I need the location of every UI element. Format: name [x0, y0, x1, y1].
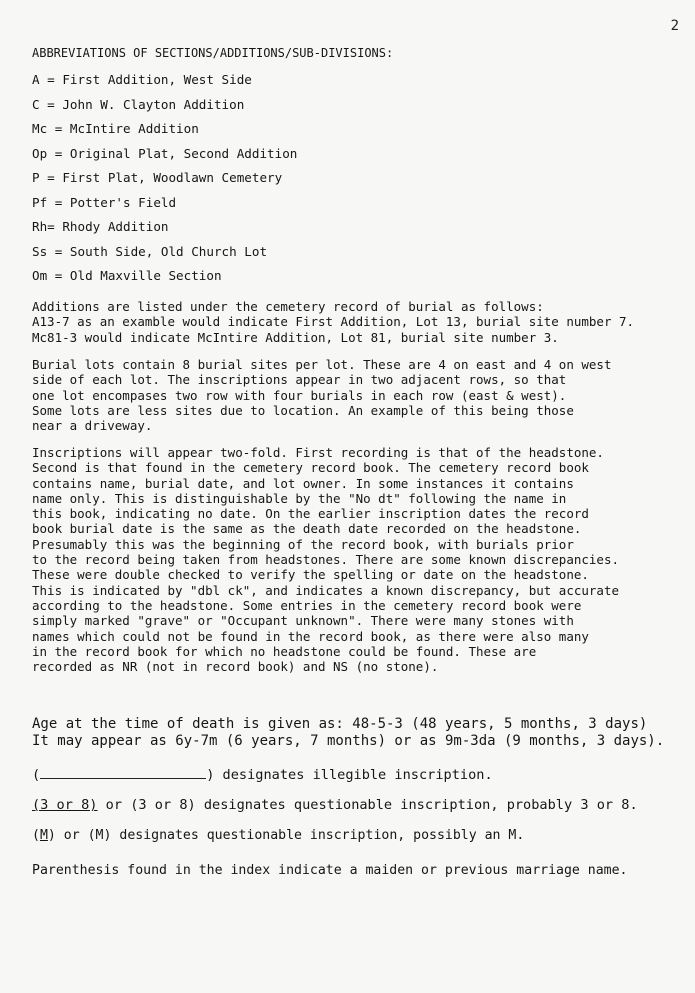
abbreviation-item: Mc = McIntire Addition — [32, 121, 199, 136]
additions-paragraph — [32, 299, 634, 345]
abbreviation-item: A = First Addition, West Side — [32, 72, 252, 87]
lots-paragraph — [32, 357, 611, 433]
inscriptions-paragraph — [32, 445, 619, 674]
paragraph-line: Additions are listed under the cemetery record of burial as follows: — [32, 299, 544, 314]
paragraph-line: Burial lots contain 8 burial sites per lot. These are 4 on east and 4 on west — [32, 357, 612, 372]
underlined-letter: M — [39, 828, 48, 843]
paragraph-line: names which could not be found in the record book, as there were also many — [32, 628, 589, 644]
paragraph-line: A13-7 as an examble would indicate First Addition, Lot 13, burial site number 7. — [32, 314, 635, 330]
paragraph-line: simply marked "grave" or "Occupant unknown". There were many stones with — [32, 613, 574, 629]
paragraph-line: name only. This is distinguishable by the "No dt" following the name in — [32, 490, 567, 506]
abbreviation-item: Rh= Rhody Addition — [32, 219, 169, 234]
paragraph-line: recorded as NR (not in record book) and NS (no stone). — [32, 659, 439, 675]
paragraph-line: These were double checked to verify the spelling or date on the headstone. — [32, 567, 589, 583]
paragraph-line: book burial date is the same as the death date recorded on the headstone. — [32, 521, 582, 537]
illegible-legend — [32, 764, 493, 783]
abbreviations-list — [32, 70, 297, 291]
paragraph-line: Inscriptions will appear two-fold. First recording is that of the headstone. — [32, 445, 604, 460]
abbreviation-item: Om = Old Maxville Section — [32, 268, 222, 283]
paragraph-line: Mc81-3 would indicate McIntire Addition, Lot 81, burial site number 3. — [32, 329, 559, 345]
abbreviations-title: ABBREVIATIONS OF SECTIONS/ADDITIONS/SUB-DIVISIONS: — [32, 46, 394, 60]
paragraph-line: this book, indicating no date. On the earlier inscription dates the record — [32, 506, 589, 522]
illegible-text: designates illegible inscription. — [214, 767, 493, 783]
paragraph-line: according to the headstone. Some entries in the cemetery record book were — [32, 597, 582, 613]
open-paren: ( — [32, 767, 41, 783]
paragraph-line: Some lots are less sites due to location. An example of this being those — [32, 402, 574, 418]
paragraph-line: contains name, burial date, and lot owner. In some instances it contains — [32, 475, 574, 491]
parenthesis-note: Parenthesis found in the index indicate a maiden or previous marriage name. — [32, 863, 628, 878]
underlined-example: (3 or 8) — [32, 797, 98, 813]
abbreviation-item: P = First Plat, Woodlawn Cemetery — [32, 170, 283, 185]
illegible-blank — [40, 764, 206, 779]
questionable-text: or (3 or 8) designates questionable inscription, probably 3 or 8. — [97, 797, 638, 813]
close-paren: ) — [206, 767, 215, 783]
abbreviation-item: C = John W. Clayton Addition — [32, 96, 245, 112]
paragraph-line: in the record book for which no headstone could be found. These are — [32, 643, 537, 659]
paragraph-line: to the record being taken from headstones. There are some known discrepancies. — [32, 552, 619, 568]
paragraph-line: one lot encompases two row with four burials in each row (east & west). — [32, 387, 567, 403]
possibly-m-legend: (M) or (M) designates questionable inscription, possibly an M. — [32, 828, 525, 843]
page-number: 2 — [670, 18, 679, 34]
questionable-legend — [32, 797, 638, 813]
paragraph-line: It may appear as 6y-7m (6 years, 7 months) or as 9m-3da (9 months, 3 days). — [32, 733, 665, 749]
abbreviation-item: Pf = Potter's Field — [32, 194, 177, 210]
paragraph-line: This is indicated by "dbl ck", and indicates a known discrepancy, but accurate — [32, 582, 619, 598]
abbreviation-item: Op = Original Plat, Second Addition — [32, 145, 298, 161]
abbreviation-item: Ss = South Side, Old Church Lot — [32, 243, 268, 259]
paragraph-line: Presumably this was the beginning of the record book, with burials prior — [32, 536, 574, 552]
paragraph-line: side of each lot. The inscriptions appear in two adjacent rows, so that — [32, 372, 567, 388]
possibly-m-text: or (M) designates questionable inscription, possibly an M. — [55, 828, 525, 843]
paragraph-line: near a driveway. — [32, 418, 153, 434]
age-paragraph — [32, 716, 664, 750]
paragraph-line: Age at the time of death is given as: 48-5-3 (48 years, 5 months, 3 days) — [32, 716, 648, 732]
paragraph-line: Second is that found in the cemetery record book. The cemetery record book — [32, 460, 589, 476]
